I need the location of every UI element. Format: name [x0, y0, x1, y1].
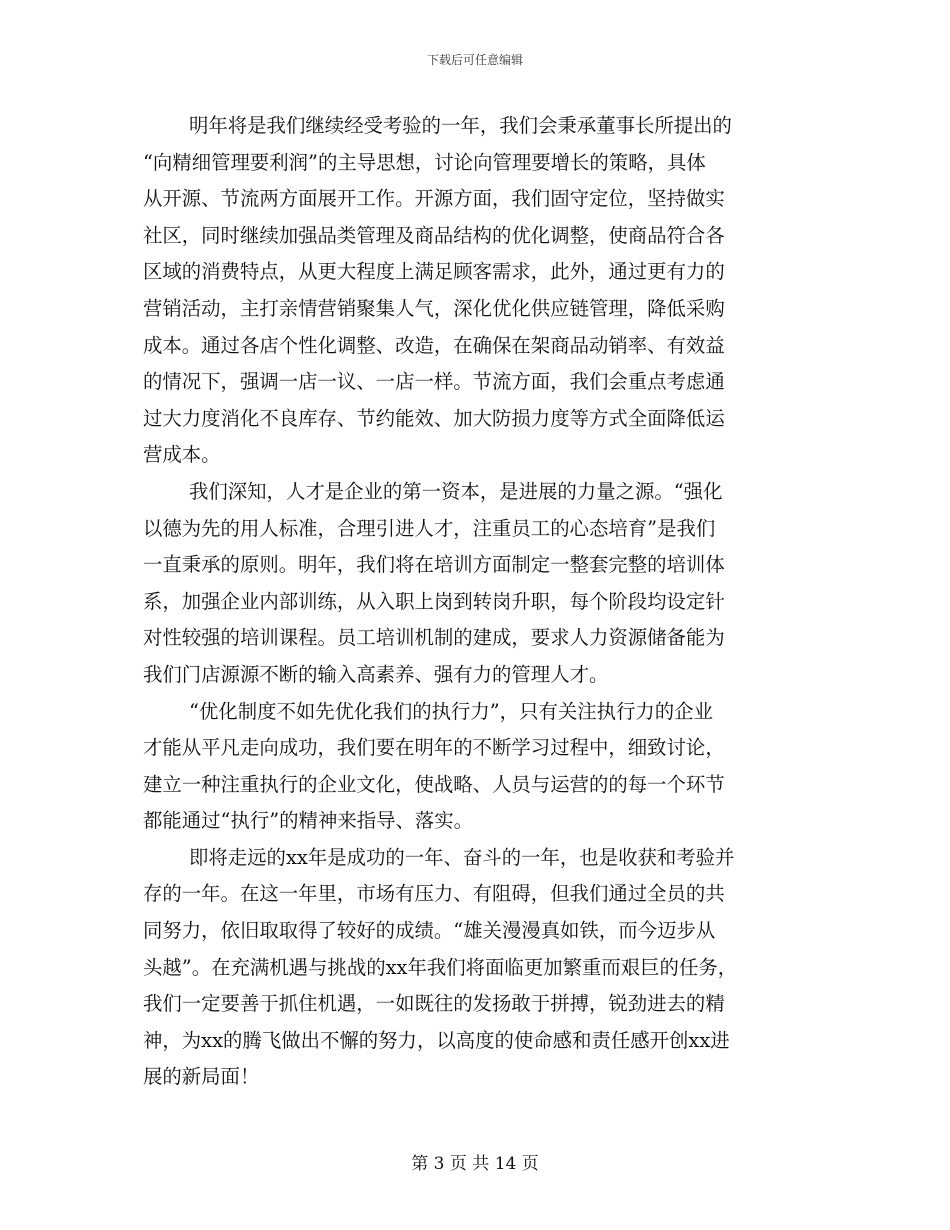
- paragraph-2-line-3: 一直秉承的原则。明年，我们将在培训方面制定一整套完整的培训体: [143, 553, 725, 577]
- paragraph-1-line-8: 的情况下，强调一店一议、一店一样。节流方面，我们会重点考虑通: [143, 370, 725, 394]
- paragraph-1-line-10: 营成本。: [143, 443, 221, 467]
- document-body: [143, 108, 813, 1096]
- paragraph-4-line-4: 头越”。在充满机遇与挑战的xx年我们将面临更加繁重而艰巨的任务，: [143, 955, 738, 979]
- paragraph-1-line-2: “向精细管理要利润”的主导思想，讨论向管理要增长的策略，具体: [143, 150, 706, 174]
- paragraph-2-line-2: 以德为先的用人标准，合理引进人才，注重员工的心态培育”是我们: [143, 516, 716, 540]
- paragraph-4-line-3: 同努力，依旧取取得了较好的成绩。“雄关漫漫真如铁，而今迈步从: [143, 919, 716, 943]
- paragraph-3-line-3: 建立一种注重执行的企业文化，使战略、人员与运营的的每一个环节: [143, 772, 725, 796]
- page-header: 下载后可任意编辑: [426, 53, 523, 67]
- paragraph-1-line-1: 明年将是我们继续经受考验的一年，我们会秉承董事长所提出的: [189, 114, 732, 137]
- paragraph-1-line-4: 社区，同时继续加强品类管理及商品结构的优化调整，使商品符合各: [143, 223, 725, 247]
- paragraph-4-line-2: 存的一年。在这一年里，市场有压力、有阻碍，但我们通过全员的共: [143, 882, 725, 906]
- paragraph-3-line-1: “优化制度不如先优化我们的执行力”，只有关注执行力的企业: [189, 699, 713, 723]
- paragraph-3-line-2: 才能从平凡走向成功，我们要在明年的不断学习过程中，细致讨论，: [143, 736, 725, 760]
- paragraph-1-line-6: 营销活动，主打亲情营销聚集人气，深化优化供应链管理，降低采购: [143, 296, 725, 320]
- paragraph-2-line-1: 我们深知，人才是企业的第一资本，是进展的力量之源。“强化: [189, 479, 723, 503]
- paragraph-4-line-1: 即将走远的xx年是成功的一年、奋斗的一年，也是收获和考验并: [189, 845, 735, 869]
- paragraph-3-line-4: 都能通过“执行”的精神来指导、落实。: [143, 809, 474, 833]
- paragraph-1-line-7: 成本。通过各店个性化调整、改造，在确保在架商品动销率、有效益: [143, 333, 725, 357]
- paragraph-4-line-7: 展的新局面！: [143, 1065, 260, 1089]
- paragraph-1-line-9: 过大力度消化不良库存、节约能效、加大防损力度等方式全面降低运: [143, 406, 725, 430]
- page-number-footer: 第 3 页 共 14 页: [411, 1154, 539, 1174]
- paragraph-4-line-6: 神，为xx的腾飞做出不懈的努力，以高度的使命感和责任感开创xx进: [143, 1028, 730, 1052]
- paragraph-1-line-5: 区域的消费特点，从更大程度上满足顾客需求，此外，通过更有力的: [143, 260, 725, 284]
- paragraph-2-line-5: 对性较强的培训课程。员工培训机制的建成，要求人力资源储备能为: [143, 626, 725, 650]
- paragraph-1-line-3: 从开源、节流两方面展开工作。开源方面，我们固守定位，坚持做实: [143, 187, 725, 211]
- paragraph-2-line-6: 我们门店源源不断的输入高素养、强有力的管理人才。: [143, 662, 609, 686]
- paragraph-4-line-5: 我们一定要善于抓住机遇，一如既往的发扬敢于拼搏，锐劲进去的精: [143, 992, 725, 1016]
- paragraph-2-line-4: 系，加强企业内部训练，从入职上岗到转岗升职，每个阶段均设定针: [143, 589, 725, 613]
